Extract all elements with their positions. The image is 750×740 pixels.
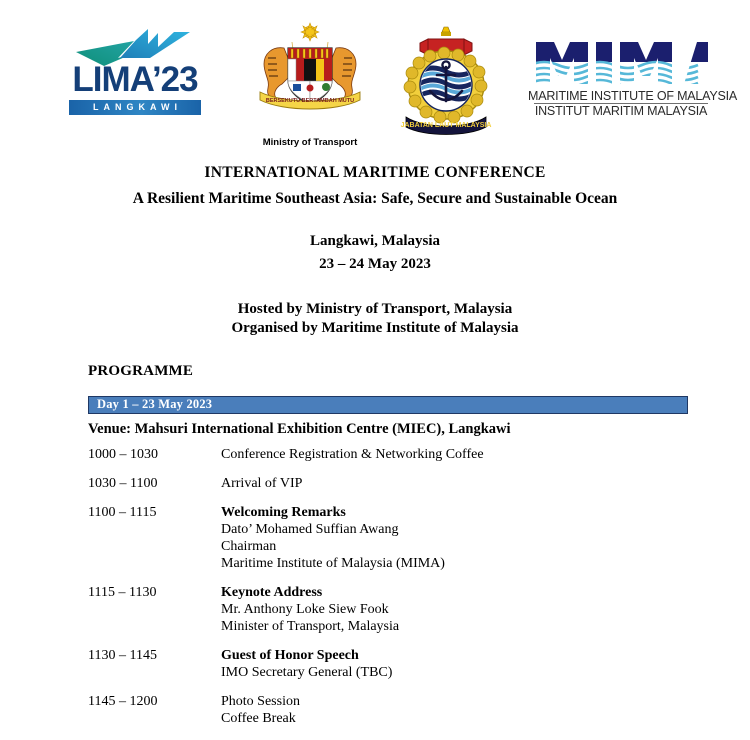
- ministry-of-transport-logo: [245, 22, 375, 148]
- schedule-item-line: Mr. Anthony Loke Siew Fook: [221, 602, 389, 617]
- schedule-row: [88, 504, 688, 572]
- schedule-time: 1100 – 1115: [88, 505, 157, 520]
- svg-text:BERSEKUTU BERTAMBAH MUTU: BERSEKUTU BERTAMBAH MUTU: [265, 98, 355, 104]
- schedule-item-line: Conference Registration & Networking Coffee: [221, 447, 484, 462]
- lima-langkawi-text: LANGKAWI: [93, 102, 182, 112]
- mima-subtitle-en: MARITIME INSTITUTE OF MALAYSIA: [528, 89, 738, 103]
- programme-heading: PROGRAMME: [88, 363, 194, 379]
- schedule-row: [88, 446, 688, 463]
- schedule-item-line: Minister of Transport, Malaysia: [221, 619, 400, 634]
- schedule-description: [221, 475, 688, 492]
- ministry-of-transport-caption: Ministry of Transport: [262, 137, 358, 148]
- conference-host: Hosted by Ministry of Transport, Malaysia: [237, 301, 513, 317]
- schedule-item-line: Maritime Institute of Malaysia (MIMA): [221, 556, 445, 571]
- programme-section: [0, 363, 750, 727]
- conference-theme: A Resilient Maritime Southeast Asia: Safe, Secure and Sustainable Ocean: [132, 190, 618, 207]
- schedule-item-line: Arrival of VIP: [221, 476, 303, 491]
- schedule-item-title: Keynote Address: [221, 585, 323, 600]
- lima-langkawi-bar: [69, 100, 201, 115]
- programme-schedule-table: [88, 446, 688, 727]
- conference-organiser: Organised by Maritime Institute of Malaysia: [231, 320, 519, 336]
- schedule-description: [221, 693, 688, 727]
- mima-subtitle-my: INSTITUT MARITIM MALAYSIA: [534, 104, 708, 118]
- schedule-item-title: Welcoming Remarks: [221, 505, 346, 520]
- schedule-row: [88, 693, 688, 727]
- schedule-item-line: Dato’ Mohamed Suffian Awang: [221, 522, 399, 537]
- schedule-time: 1145 – 1200: [88, 694, 158, 709]
- conference-title: INTERNATIONAL MARITIME CONFERENCE: [204, 164, 546, 181]
- schedule-description: [221, 504, 688, 572]
- schedule-description: [221, 446, 688, 463]
- schedule-item-line: Photo Session: [221, 694, 300, 709]
- schedule-description: [221, 584, 688, 635]
- lima-wordmark: LIMA’23: [72, 60, 198, 99]
- schedule-item-title: Guest of Honor Speech: [221, 648, 359, 663]
- schedule-row: [88, 475, 688, 492]
- mima-wordmark-icon: [534, 38, 708, 88]
- schedule-row: [88, 584, 688, 635]
- schedule-time: 1130 – 1145: [88, 648, 157, 663]
- conference-location: Langkawi, Malaysia: [309, 233, 441, 249]
- schedule-time: 1030 – 1100: [88, 476, 158, 491]
- marine-department-malaysia-logo: [400, 25, 492, 137]
- schedule-time: 1115 – 1130: [88, 585, 157, 600]
- svg-text:JABATAN LAUT MALAYSIA: JABATAN LAUT MALAYSIA: [400, 122, 492, 129]
- schedule-time: 1000 – 1030: [88, 447, 158, 462]
- venue-line: Venue: Mahsuri International Exhibition Centre (MIEC), Langkawi: [88, 421, 511, 437]
- conference-dates: 23 – 24 May 2023: [319, 256, 431, 272]
- header-logo-strip: [0, 0, 750, 148]
- jabatan-laut-malaysia-crest-icon: [400, 25, 492, 137]
- schedule-description: [221, 647, 688, 681]
- malaysia-coat-of-arms-icon: [254, 22, 366, 114]
- schedule-item-line: IMO Secretary General (TBC): [221, 665, 393, 680]
- schedule-item-line: Coffee Break: [221, 711, 296, 726]
- mima-logo: [528, 38, 738, 120]
- lima-23-langkawi-logo: [60, 28, 210, 116]
- schedule-row: [88, 647, 688, 681]
- day-1-banner: Day 1 – 23 May 2023: [88, 396, 688, 414]
- schedule-item-line: Chairman: [221, 539, 277, 554]
- conference-title-block: [0, 164, 750, 337]
